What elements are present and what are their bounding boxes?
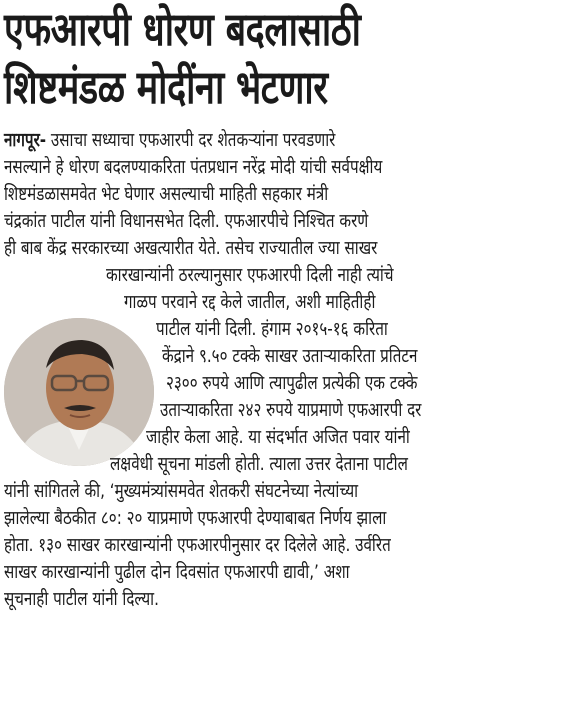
article-line-14: यांनी सांगितले की, ‘मुख्यमंत्र्यांसमवेत शेतकरी संघटनेच्या नेत्यांच्या xyxy=(4,480,359,502)
portrait-photo xyxy=(4,318,154,466)
article-line-5: ही बाब केंद्र सरकारच्या अखत्यारीत येते. तसेच राज्यातील ज्या साखर xyxy=(4,237,378,259)
headline xyxy=(4,0,444,116)
article-line-16: होता. १३० साखर कारखान्यांनी एफआरपीनुसार दर दिलेले आहे. उर्वरित xyxy=(4,534,391,556)
article-line-1 xyxy=(4,126,335,154)
article-line-18: सूचनाही पाटील यांनी दिल्या. xyxy=(4,588,159,610)
article-line-6: कारखान्यांनी ठरल्यानुसार एफआरपी दिली नाही त्यांचे xyxy=(106,264,394,286)
article-line-12: जाहीर केला आहे. या संदर्भात अजित पवार यांनी xyxy=(146,426,410,448)
article-line-9: केंद्राने ९.५० टक्के साखर उताऱ्याकरिता प्रतिटन xyxy=(162,345,418,367)
article-line-15: झालेल्या बैठकीत ८०: २० याप्रमाणे एफआरपी देण्याबाबत निर्णय झाला xyxy=(4,507,387,529)
dateline: नागपूर- xyxy=(4,129,47,151)
article-line-10: २३०० रुपये आणि त्यापुढील प्रत्येकी एक टक्के xyxy=(166,372,418,394)
article-line-13: लक्षवेधी सूचना मांडली होती. त्याला उत्तर देताना पाटील xyxy=(110,453,408,475)
headline-line-2: शिष्टमंडळ मोदींना भेटणार xyxy=(4,60,328,114)
article-line-11: उताऱ्याकरिता २४२ रुपये याप्रमाणे एफआरपी दर xyxy=(160,399,422,421)
article-line-1-text: उसाचा सध्याचा एफआरपी दर शेतकऱ्यांना परवडणारे xyxy=(46,129,336,151)
article-line-17: साखर कारखान्यांनी पुढील दोन दिवसांत एफआरपी द्यावी,’ अशा xyxy=(4,561,350,583)
article-line-7: गाळप परवाने रद्द केले जातील, अशी माहितीही xyxy=(124,291,376,313)
article-line-2: नसल्याने हे धोरण बदलण्याकरिता पंतप्रधान नरेंद्र मोदी यांची सर्वपक्षीय xyxy=(4,156,383,178)
headline-line-1: एफआरपी धोरण बदलासाठी xyxy=(4,2,361,56)
article-line-8: पाटील यांनी दिली. हंगाम २०१५-१६ करिता xyxy=(156,318,388,340)
article-line-4: चंद्रकांत पाटील यांनी विधानसभेत दिली. एफआरपीचे निश्चित करणे xyxy=(4,210,369,232)
article-line-3: शिष्टमंडळासमवेत भेट घेणार असल्याची माहिती सहकार मंत्री xyxy=(4,183,329,205)
